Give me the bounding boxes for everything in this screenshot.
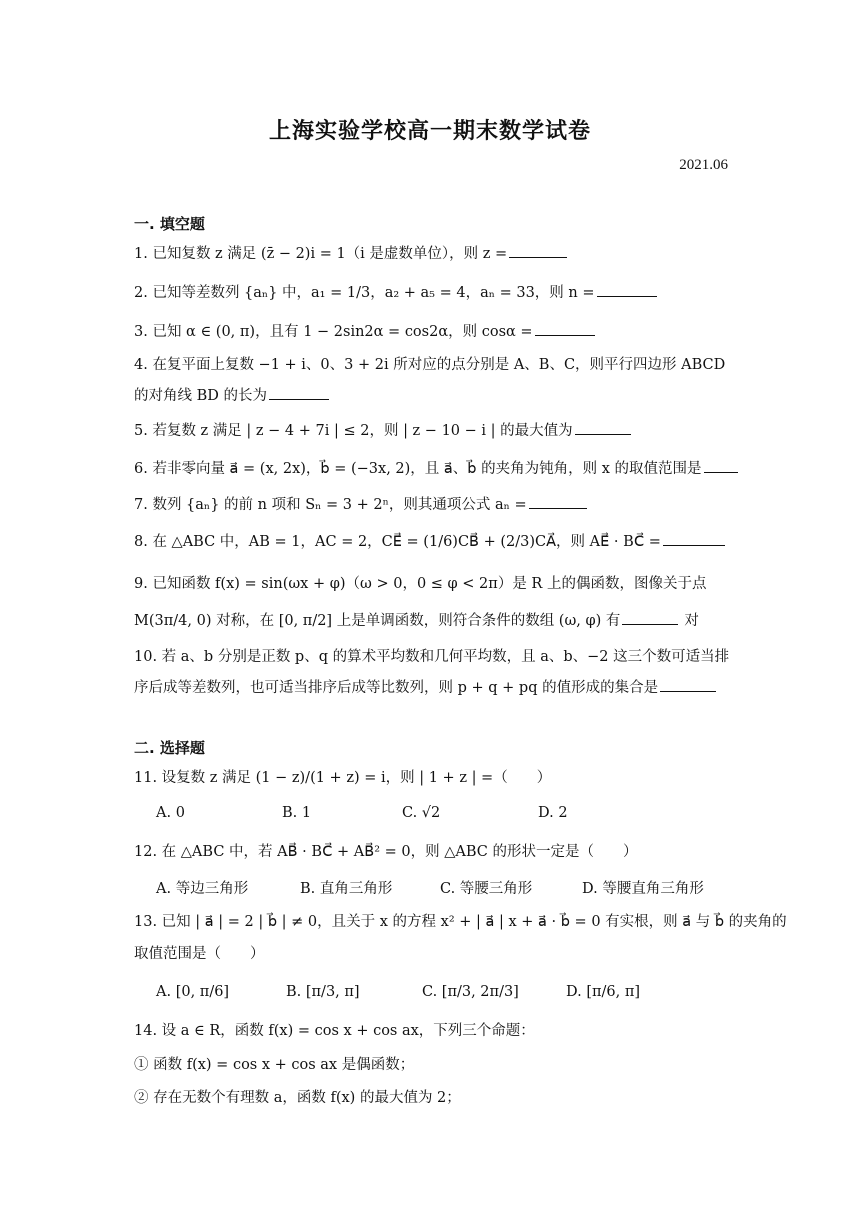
question-1-text: 1. 已知复数 z 满足 (z̄ − 2)i = 1（i 是虚数单位），则 z = — [134, 246, 508, 262]
question-10-line-2 — [134, 678, 730, 698]
section-heading-fill-blank: 一. 填空题 — [134, 215, 205, 233]
question-7-text: 7. 数列 {aₙ} 的前 n 项和 Sₙ = 3 + 2ⁿ，则其通项公式 aₙ = — [134, 497, 527, 513]
question-12 — [134, 842, 730, 862]
question-9-unit: 对 — [684, 613, 699, 629]
question-10-line-1 — [134, 647, 730, 667]
question-13-text-cont: 取值范围是（ ） — [134, 946, 265, 962]
exam-date: 2021.06 — [679, 157, 728, 173]
question-9-line-1 — [134, 574, 730, 594]
answer-blank — [529, 508, 587, 509]
option-d[interactable]: D. [π/6, π] — [566, 984, 641, 1000]
statement-1-text: ① 函数 f(x) = cos x + cos ax 是偶函数； — [134, 1057, 415, 1073]
question-2 — [134, 283, 730, 303]
question-4-line-1 — [134, 355, 730, 375]
question-9-text-cont: M(3π/4, 0) 对称，在 [0, π/2] 上是单调函数，则符合条件的数组 (ω, φ) 有 — [134, 613, 621, 629]
option-d[interactable]: D. 等腰直角三角形 — [582, 881, 704, 897]
question-13-options — [156, 984, 730, 1000]
question-10-text: 10. 若 a、b 分别是正数 p、q 的算术平均数和几何平均数，且 a、b、−2 这三个数可适当排 — [134, 649, 730, 665]
option-b[interactable]: B. 1 — [282, 805, 312, 821]
question-9-line-2 — [134, 611, 730, 631]
question-14-statement-2 — [134, 1088, 730, 1108]
question-9-text: 9. 已知函数 f(x) = sin(ωx + φ)（ω > 0，0 ≤ φ < 2π）是 R 上的偶函数，图像关于点 — [134, 576, 707, 592]
option-a[interactable]: A. [0, π/6] — [156, 984, 230, 1000]
answer-blank — [704, 472, 738, 473]
question-11-text: 11. 设复数 z 满足 (1 − z)/(1 + z) = i，则 | 1 + z | =（ ） — [134, 770, 552, 786]
question-13-text: 13. 已知 | a⃗ | = 2 | b⃗ | ≠ 0，且关于 x 的方程 x² + | a⃗ | x + a⃗ · b⃗ = 0 有实根，则 a⃗ 与 b⃗ 的夹角的 — [134, 914, 787, 930]
question-13-line-2 — [134, 944, 730, 964]
question-13-line-1 — [134, 912, 787, 932]
question-1 — [134, 244, 730, 264]
question-7 — [134, 495, 730, 515]
question-11-options — [156, 805, 730, 821]
answer-blank — [597, 296, 657, 297]
question-14 — [134, 1021, 730, 1041]
question-12-text: 12. 在 △ABC 中，若 AB⃗ · BC⃗ + AB⃗² = 0，则 △ABC 的形状一定是（ ） — [134, 844, 638, 860]
answer-blank — [622, 624, 678, 625]
option-c[interactable]: C. √2 — [402, 805, 441, 821]
question-12-options — [156, 877, 730, 898]
option-c[interactable]: C. 等腰三角形 — [440, 881, 533, 897]
question-4-line-2 — [134, 386, 730, 406]
option-b[interactable]: B. 直角三角形 — [300, 881, 393, 897]
question-5 — [134, 421, 730, 441]
question-14-text: 14. 设 a ∈ R，函数 f(x) = cos x + cos ax，下列三个命题： — [134, 1023, 535, 1039]
exam-title: 上海实验学校高一期末数学试卷 — [268, 119, 591, 144]
answer-blank — [575, 434, 631, 435]
section-heading-multiple-choice: 二. 选择题 — [134, 739, 205, 757]
answer-blank — [535, 335, 595, 336]
question-5-text: 5. 若复数 z 满足 | z − 4 + 7i | ≤ 2，则 | z − 10 − i | 的最大值为 — [134, 423, 573, 439]
answer-blank — [663, 545, 725, 546]
option-b[interactable]: B. [π/3, π] — [286, 984, 360, 1000]
statement-2-text: ② 存在无数个有理数 a，函数 f(x) 的最大值为 2； — [134, 1090, 461, 1106]
question-3-text: 3. 已知 α ∈ (0, π)，且有 1 − 2sin2α = cos2α，则 cosα = — [134, 324, 533, 340]
question-8-text: 8. 在 △ABC 中，AB = 1，AC = 2，CE⃗ = (1/6)CB⃗ + (2/3)CA⃗，则 AE⃗ · BC⃗ = — [134, 534, 661, 550]
question-14-statement-1 — [134, 1055, 730, 1075]
option-c[interactable]: C. [π/3, 2π/3] — [422, 984, 519, 1000]
option-a[interactable]: A. 0 — [156, 805, 185, 821]
answer-blank — [509, 257, 567, 258]
question-4-text-cont: 的对角线 BD 的长为 — [134, 388, 267, 404]
answer-blank — [660, 691, 716, 692]
question-4-text: 4. 在复平面上复数 −1 + i、0、3 + 2i 所对应的点分别是 A、B、C，则平行四边形 ABCD — [134, 357, 726, 373]
question-6-text: 6. 若非零向量 a⃗ = (x, 2x)，b⃗ = (−3x, 2)，且 a⃗、b⃗ 的夹角为钝角，则 x 的取值范围是 — [134, 461, 702, 477]
answer-blank — [269, 399, 329, 400]
question-6 — [134, 459, 730, 479]
option-d[interactable]: D. 2 — [538, 805, 568, 821]
question-8 — [134, 532, 730, 552]
option-a[interactable]: A. 等边三角形 — [156, 881, 249, 897]
question-10-text-cont: 序后成等差数列，也可适当排序后成等比数列，则 p + q + pq 的值形成的集合是 — [134, 680, 659, 696]
question-2-text: 2. 已知等差数列 {aₙ} 中，a₁ = 1/3，a₂ + a₅ = 4，aₙ = 33，则 n = — [134, 285, 595, 301]
question-3 — [134, 322, 730, 342]
question-11 — [134, 768, 730, 788]
